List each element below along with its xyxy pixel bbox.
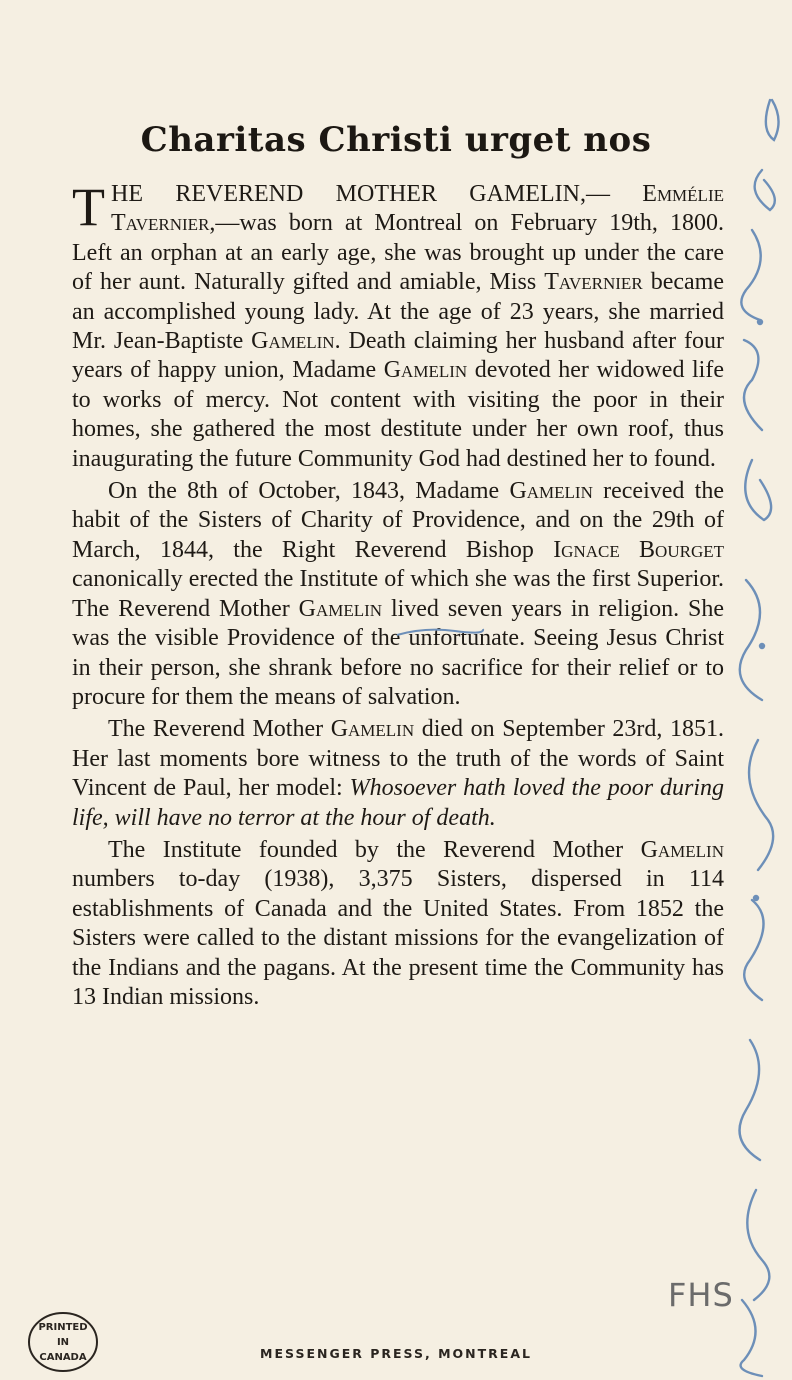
paragraph-3 (72, 715, 724, 833)
name-small-caps: Emmélie Tavernier (111, 181, 724, 237)
text-run: numbers to-day (1938), 3,375 Sisters, dispersed in 114 establishments of Canada and the United States. From 1852 the Sisters were called to the distant missions for the evangelization of the Indians and the pagans. At the present time the Community has 13 Indian missions. (72, 866, 724, 1010)
text-run: canonically erected the Institute of which she was the first Superior. The Reverend Mother (72, 566, 724, 622)
printed-in-canada-seal (26, 1310, 100, 1374)
paragraph-2 (72, 477, 724, 712)
name-small-caps: Gamelin (640, 836, 724, 863)
text-run: died on September 23rd, 1851. Her last moments bore witness to the truth of the words of Saint Vincent de Paul, her model: (72, 716, 724, 802)
drop-cap: T (72, 177, 105, 237)
seal-line-2: IN (56, 1337, 70, 1348)
card-title: Charitas Christi urget nos (140, 120, 652, 160)
pencil-underline-mark (395, 625, 485, 639)
publisher-line: MESSENGER PRESS, MONTREAL (260, 1346, 532, 1361)
paragraph-4 (72, 836, 724, 1012)
text-run: devoted her widowed life to works of mercy. Not content with visiting the poor in their homes, she gathered the most destitute under her own roof, thus inaugurating the future Community God had destined her to found. (72, 357, 724, 472)
name-small-caps: Gamelin (330, 716, 415, 743)
name-small-caps: Gamelin (251, 328, 335, 355)
seal-line-3: CANADA (39, 1352, 87, 1363)
text-run: The Institute founded by the Reverend Mother (108, 836, 641, 863)
text-run: . Death claiming her husband after four years of happy union, Madame (72, 328, 724, 384)
text-run: ,—was born at Montreal on February 19th, 1800. Left an orphan at an early age, she was brought up under the care of her aunt. Naturally gifted and amiable, Miss (72, 210, 724, 296)
text-run: The Reverend Mother (108, 716, 331, 743)
name-small-caps: Gamelin (383, 357, 468, 384)
biography-text (72, 177, 724, 1015)
name-small-caps: Gamelin (298, 595, 383, 622)
text-run: received the habit of the Sisters of Charity of Providence, and on the 29th of March, 1844, the Right Reverend Bishop (72, 478, 724, 563)
text-run: lived seven years in religion. She was the visible Providence of the unfortunate. Seeing Jesus Christ in their person, she shrank before no sacrifice for their relief or to procure for them the means of salvation. (72, 595, 724, 710)
name-small-caps: Gamelin (509, 478, 593, 505)
text-run: became an accomplished young lady. At the age of 23 years, she married Mr. Jean-Baptiste (72, 269, 724, 355)
quote-italic: Whosoever hath loved the poor during life, will have no terror at the hour of death. (72, 775, 724, 831)
seal-line-1: PRINTED (38, 1322, 88, 1333)
text-run: On the 8th of October, 1843, Madame (108, 478, 510, 505)
name-small-caps: Ignace Bourget (553, 536, 724, 563)
paragraph-1 (72, 177, 724, 474)
archive-stamp: FHS (668, 1276, 734, 1314)
text-run: HE REVEREND MOTHER GAMELIN,— (111, 181, 610, 207)
handwritten-margin-note (722, 60, 792, 1380)
name-small-caps: Tavernier (544, 269, 643, 296)
